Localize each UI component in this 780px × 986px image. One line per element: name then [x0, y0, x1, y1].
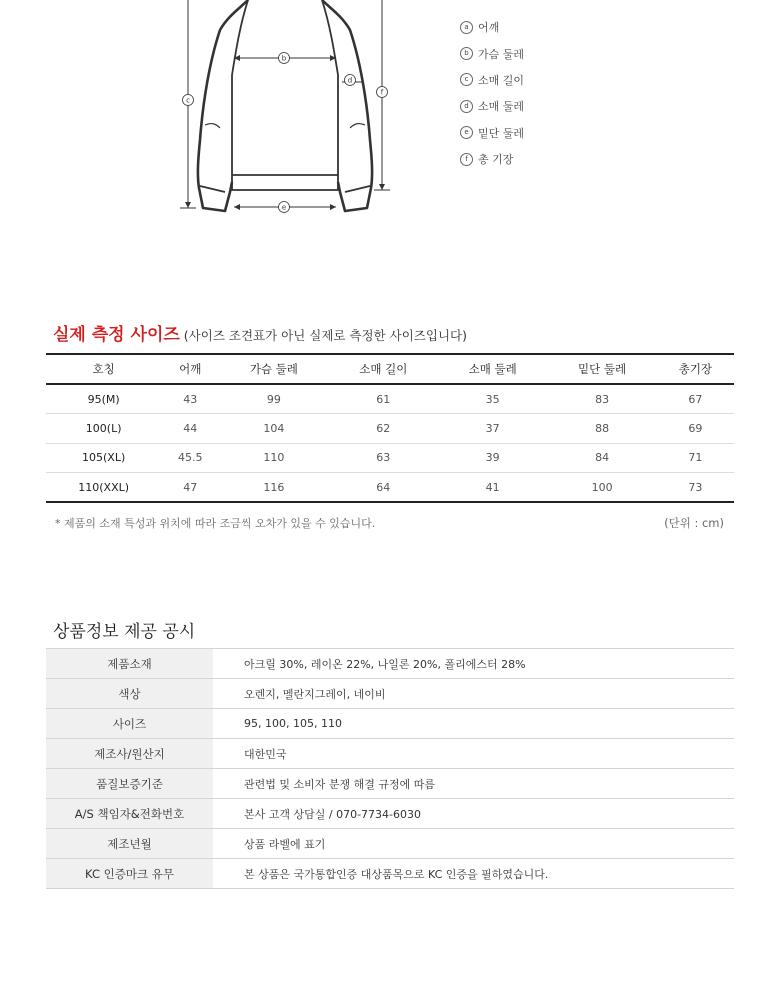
legend-letter: a — [460, 21, 473, 34]
size-cell: 43 — [161, 384, 219, 414]
table-row — [46, 769, 734, 799]
size-cell: 95(M) — [46, 384, 161, 414]
table-row — [46, 859, 734, 889]
label-d: d — [347, 76, 353, 85]
size-cell: 69 — [657, 414, 734, 444]
label-e: e — [281, 203, 287, 212]
info-label: 색상 — [46, 679, 213, 709]
info-value: 본사 고객 상담실 / 070-7734-6030 — [213, 799, 734, 829]
size-cell: 37 — [438, 414, 547, 444]
table-row — [46, 473, 734, 503]
legend-label: 어깨 — [478, 21, 500, 35]
info-value: 95, 100, 105, 110 — [213, 709, 734, 739]
size-header-cell: 소매 둘레 — [438, 354, 547, 384]
size-cell: 88 — [547, 414, 656, 444]
size-cell: 110(XXL) — [46, 473, 161, 503]
sweater-measurement-diagram — [170, 0, 400, 220]
size-cell: 47 — [161, 473, 219, 503]
legend-letter: e — [460, 126, 473, 139]
legend-letter: d — [460, 100, 473, 113]
info-section-title: 상품정보 제공 공시 — [53, 622, 196, 642]
table-row — [46, 799, 734, 829]
table-row — [46, 829, 734, 859]
size-cell: 104 — [219, 414, 328, 444]
legend-item — [460, 120, 524, 146]
size-section-heading — [53, 320, 467, 345]
info-value: 본 상품은 국가통합인증 대상품목으로 KC 인증을 필하였습니다. — [213, 859, 734, 889]
size-cell: 45.5 — [161, 443, 219, 473]
size-cell: 61 — [329, 384, 438, 414]
info-value: 오렌지, 멜란지그레이, 네이비 — [213, 679, 734, 709]
info-value: 아크릴 30%, 레이온 22%, 나일론 20%, 폴리에스터 28% — [213, 649, 734, 679]
size-cell: 100(L) — [46, 414, 161, 444]
size-cell: 71 — [657, 443, 734, 473]
info-label: 사이즈 — [46, 709, 213, 739]
size-table — [46, 353, 734, 503]
table-row — [46, 443, 734, 473]
size-cell: 83 — [547, 384, 656, 414]
legend-label: 총 기장 — [478, 153, 514, 167]
info-label: 제조사/원산지 — [46, 739, 213, 769]
size-cell: 41 — [438, 473, 547, 503]
size-cell: 84 — [547, 443, 656, 473]
measurement-legend — [460, 14, 524, 172]
table-row — [46, 709, 734, 739]
sweater-illustration — [170, 0, 400, 220]
size-cell: 35 — [438, 384, 547, 414]
table-row — [46, 414, 734, 444]
legend-item — [460, 93, 524, 119]
table-row — [46, 649, 734, 679]
product-info-table — [46, 648, 734, 889]
label-b: b — [281, 54, 287, 63]
info-label: A/S 책임자&전화번호 — [46, 799, 213, 829]
legend-item — [460, 40, 524, 66]
size-header-cell: 가슴 둘레 — [219, 354, 328, 384]
legend-label: 소매 길이 — [478, 73, 525, 87]
table-row — [46, 739, 734, 769]
size-header-cell: 소매 길이 — [329, 354, 438, 384]
size-cell: 64 — [329, 473, 438, 503]
size-cell: 110 — [219, 443, 328, 473]
label-f: f — [380, 88, 384, 97]
size-cell: 105(XL) — [46, 443, 161, 473]
info-label: 제조년월 — [46, 829, 213, 859]
size-cell: 44 — [161, 414, 219, 444]
size-cell: 99 — [219, 384, 328, 414]
size-cell: 67 — [657, 384, 734, 414]
table-row — [46, 679, 734, 709]
legend-item — [460, 14, 524, 40]
size-table-header-row — [46, 354, 734, 384]
size-cell: 116 — [219, 473, 328, 503]
size-header-cell: 호칭 — [46, 354, 161, 384]
legend-item — [460, 67, 524, 93]
size-cell: 73 — [657, 473, 734, 503]
size-cell: 63 — [329, 443, 438, 473]
size-header-cell: 어깨 — [161, 354, 219, 384]
legend-letter: b — [460, 47, 473, 60]
legend-label: 밑단 둘레 — [478, 126, 525, 140]
size-section-subtitle: (사이즈 조견표가 아닌 실제로 측정한 사이즈입니다) — [183, 328, 467, 343]
size-header-cell: 밑단 둘레 — [547, 354, 656, 384]
info-value: 상품 라벨에 표기 — [213, 829, 734, 859]
label-c: c — [186, 96, 190, 105]
legend-label: 소매 둘레 — [478, 100, 525, 114]
size-cell: 100 — [547, 473, 656, 503]
info-label: KC 인증마크 유무 — [46, 859, 213, 889]
legend-label: 가슴 둘레 — [478, 47, 525, 61]
unit-label: (단위 : cm) — [664, 516, 724, 530]
info-label: 품질보증기준 — [46, 769, 213, 799]
size-cell: 62 — [329, 414, 438, 444]
legend-item — [460, 146, 524, 172]
legend-letter: c — [460, 73, 473, 86]
size-header-cell: 총기장 — [657, 354, 734, 384]
table-row — [46, 384, 734, 414]
info-value: 대한민국 — [213, 739, 734, 769]
size-cell: 39 — [438, 443, 547, 473]
size-section-title: 실제 측정 사이즈 — [53, 325, 180, 345]
info-value: 관련법 및 소비자 분쟁 해결 규정에 따름 — [213, 769, 734, 799]
legend-letter: f — [460, 153, 473, 166]
size-note: * 제품의 소재 특성과 위치에 따라 조금씩 오차가 있을 수 있습니다. — [55, 517, 376, 530]
info-label: 제품소재 — [46, 649, 213, 679]
